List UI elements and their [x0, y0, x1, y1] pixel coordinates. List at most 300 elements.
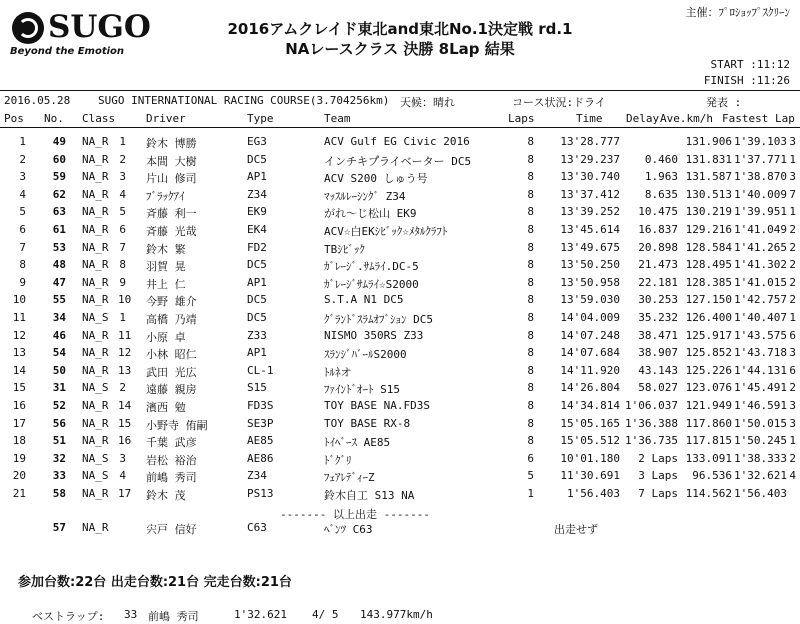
header-driver: Driver: [146, 112, 186, 125]
result-car-type: EK9: [247, 205, 267, 219]
result-laps: 8: [527, 434, 534, 448]
result-fastest-lap-number: 2: [789, 381, 796, 395]
result-row: [0, 328, 800, 345]
result-row: [0, 204, 800, 221]
result-laps: 8: [527, 311, 534, 324]
logo-tagline: Beyond the Emotion: [10, 46, 125, 57]
result-time: 15'05.512: [560, 434, 620, 448]
result-class-position: 2: [119, 152, 126, 166]
result-delay: 30.253: [638, 293, 678, 307]
result-team: TOY BASE RX-8: [324, 416, 411, 430]
result-driver: 濱西 勉: [146, 401, 186, 414]
result-row: [0, 275, 800, 292]
result-average-speed: 131.831: [685, 152, 732, 166]
result-time: 13'59.030: [560, 293, 620, 307]
result-car-type: Z33: [247, 328, 267, 342]
result-car-number: 48: [52, 258, 66, 272]
sugo-logo-mark: [12, 12, 44, 44]
result-position: 9: [19, 275, 26, 289]
result-laps: 8: [527, 416, 534, 430]
result-class: NA_R: [82, 363, 109, 377]
result-team: インチキプ゚ライベーター DC5: [324, 154, 472, 168]
result-class-position: 4: [119, 469, 126, 483]
dns-class: NA_R: [82, 521, 109, 534]
result-fastest-lap: 1'42.757: [734, 293, 787, 307]
result-delay: 3 Laps: [638, 469, 678, 483]
result-class: NA_R: [82, 170, 109, 184]
result-time: 13'45.614: [560, 223, 620, 236]
result-position: 6: [19, 223, 26, 236]
result-time: 14'26.804: [560, 381, 620, 395]
result-average-speed: 117.815: [685, 434, 732, 448]
result-delay: 22.181: [638, 275, 678, 289]
result-class-position: 1: [119, 135, 126, 148]
result-position: 15: [12, 381, 26, 395]
result-average-speed: 96.536: [692, 469, 732, 483]
result-position: 10: [12, 293, 26, 307]
result-fastest-lap: 1'39.103: [734, 135, 787, 148]
result-row: [0, 292, 800, 309]
result-class: NA_R: [82, 328, 109, 342]
result-time: 15'05.165: [560, 416, 620, 430]
result-class: NA_R: [82, 152, 109, 166]
result-team: ﾄｲﾍﾞｰｽ AE85: [324, 436, 391, 450]
result-driver: ﾌﾞﾗｯｸｱｲ: [146, 189, 185, 203]
result-delay: 10.475: [638, 205, 678, 219]
best-lap-label: ベストラップ:: [32, 610, 105, 623]
result-class: NA_R: [82, 293, 109, 307]
result-time: 13'39.252: [560, 205, 620, 219]
result-time: 13'28.777: [560, 135, 620, 148]
result-team: ﾄﾞｸﾞﾘ: [324, 453, 352, 467]
result-class-position: 12: [118, 346, 132, 360]
result-fastest-lap-number: 4: [789, 469, 796, 483]
dns-team: ﾍﾞﾝﾂ C63: [324, 523, 373, 536]
result-class: NA_R: [82, 399, 109, 412]
result-position: 21: [12, 487, 26, 500]
top-rule: [0, 90, 800, 91]
result-car-type: AE86: [247, 451, 274, 465]
result-fastest-lap: 1'40.407: [734, 311, 787, 324]
result-fastest-lap: 1'43.575: [734, 328, 787, 342]
result-fastest-lap: 1'41.049: [734, 223, 787, 236]
result-row: [0, 240, 800, 257]
dns-driver: 宍戸 信好: [146, 523, 197, 536]
header-rule: [0, 127, 800, 128]
result-laps: 6: [527, 451, 534, 465]
result-average-speed: 133.091: [685, 451, 732, 465]
result-position: 17: [12, 416, 26, 430]
result-fastest-lap: 1'40.009: [734, 187, 787, 201]
result-time: 14'07.684: [560, 346, 620, 360]
result-fastest-lap: 1'32.621: [734, 469, 787, 483]
result-class: NA_S: [82, 311, 109, 324]
result-driver: 片山 修司: [146, 172, 197, 186]
result-delay: 20.898: [638, 240, 678, 254]
result-fastest-lap: 1'46.591: [734, 399, 787, 412]
entry-summary: 参加台数:22台 出走台数:21台 完走台数:21台: [18, 575, 292, 590]
result-class-position: 3: [119, 451, 126, 465]
result-fastest-lap-number: 1: [789, 205, 796, 219]
result-average-speed: 125.917: [685, 328, 732, 342]
result-car-type: AE85: [247, 434, 274, 448]
result-average-speed: 123.076: [685, 381, 732, 395]
result-car-type: DC5: [247, 258, 267, 272]
result-laps: 8: [527, 293, 534, 307]
result-car-type: FD3S: [247, 399, 274, 412]
header-fastest: Fastest Lap: [722, 112, 795, 125]
result-car-number: 59: [52, 170, 66, 184]
result-position: 3: [19, 170, 26, 184]
result-average-speed: 128.495: [685, 258, 732, 272]
event-title: 2016アムクレイド東北and東北No.1決定戦 rd.1: [227, 20, 573, 38]
result-fastest-lap: 1'43.718: [734, 346, 787, 360]
result-laps: 8: [527, 258, 534, 272]
result-average-speed: 117.860: [685, 416, 732, 430]
header-pos: Pos: [4, 112, 24, 125]
result-car-type: DC5: [247, 293, 267, 307]
result-row: [0, 345, 800, 362]
result-class-position: 16: [118, 434, 132, 448]
result-delay: 2 Laps: [638, 451, 678, 465]
result-class-position: 14: [118, 399, 132, 412]
result-driver: 鈴木 博勝: [146, 137, 197, 150]
result-class-position: 15: [118, 416, 132, 430]
result-laps: 8: [527, 363, 534, 377]
result-driver: 斉藤 光哉: [146, 225, 197, 238]
result-laps: 8: [527, 399, 534, 412]
result-car-number: 60: [52, 152, 66, 166]
header-no: No.: [44, 112, 64, 125]
result-class: NA_R: [82, 346, 109, 360]
result-position: 19: [12, 451, 26, 465]
result-laps: 8: [527, 223, 534, 236]
dns-car-number: 57: [52, 521, 66, 534]
result-car-type: AP1: [247, 170, 267, 184]
result-fastest-lap-number: 1: [789, 434, 796, 448]
started-separator: ------- 以上出走 -------: [280, 508, 430, 521]
dns-status: 出走せず: [554, 523, 598, 536]
race-title: NAレースクラス 決勝 8Lap 結果: [285, 40, 515, 58]
result-position: 14: [12, 363, 26, 377]
start-time: START :11:12: [710, 58, 790, 71]
result-team: 鈴木自工 S13 NA: [324, 489, 415, 502]
result-class: NA_R: [82, 187, 109, 201]
result-position: 4: [19, 187, 26, 201]
result-row: [0, 187, 800, 204]
result-car-type: Z34: [247, 469, 267, 483]
result-car-type: CL-1: [247, 363, 274, 377]
result-driver: 岩松 裕治: [146, 453, 197, 467]
result-delay: 0.460: [644, 152, 678, 166]
result-position: 8: [19, 258, 26, 272]
result-time: 13'49.675: [560, 240, 620, 254]
result-class-position: 10: [118, 293, 132, 307]
result-time: 11'30.691: [560, 469, 620, 483]
result-class-position: 11: [118, 328, 132, 342]
result-team: ｽﾗﾝｼﾞﾊﾞｰﾙS2000: [324, 348, 407, 362]
best-lap-speed: 143.977km/h: [360, 608, 433, 621]
result-car-type: AP1: [247, 346, 267, 360]
result-fastest-lap: 1'56.403: [734, 487, 787, 500]
result-row: [0, 310, 800, 327]
result-class: NA_R: [82, 223, 109, 236]
result-laps: 8: [527, 170, 534, 184]
result-delay: 8.635: [644, 187, 678, 201]
result-car-number: 63: [52, 205, 66, 219]
result-position: 16: [12, 399, 26, 412]
result-class-position: 5: [119, 205, 126, 219]
result-class: NA_R: [82, 275, 109, 289]
result-team: TBｼﾋﾞｯｸ: [324, 242, 365, 256]
result-delay: 7 Laps: [638, 487, 678, 500]
result-fastest-lap-number: 3: [789, 346, 796, 360]
result-class: NA_R: [82, 205, 109, 219]
result-position: 20: [12, 469, 26, 483]
result-row: [0, 222, 800, 239]
result-laps: 8: [527, 275, 534, 289]
result-car-number: 58: [52, 487, 66, 500]
result-class-position: 13: [118, 363, 132, 377]
result-time: 13'30.740: [560, 170, 620, 184]
result-laps: 8: [527, 381, 534, 395]
result-class: NA_R: [82, 487, 109, 500]
result-time: 13'29.237: [560, 152, 620, 166]
result-class: NA_R: [82, 135, 109, 148]
result-position: 12: [12, 328, 26, 342]
result-time: 1'56.403: [567, 487, 620, 500]
header-class: Class: [82, 112, 116, 125]
result-team: ｶﾞﾚｰｼﾞ.ｻﾑﾗｲ.DC-5: [324, 260, 419, 274]
result-fastest-lap-number: 2: [789, 223, 796, 236]
result-time: 14'07.248: [560, 328, 620, 342]
result-time: 10'01.180: [560, 451, 620, 465]
result-delay: 21.473: [638, 258, 678, 272]
result-fastest-lap-number: 7: [789, 187, 796, 201]
result-average-speed: 125.852: [685, 346, 732, 360]
result-car-number: 56: [52, 416, 66, 430]
result-car-number: 47: [52, 275, 66, 289]
result-car-number: 61: [52, 223, 66, 236]
result-time: 13'50.958: [560, 275, 620, 289]
result-laps: 5: [527, 469, 534, 483]
result-fastest-lap-number: 3: [789, 170, 796, 184]
result-fastest-lap: 1'44.131: [734, 363, 787, 377]
result-fastest-lap: 1'41.015: [734, 275, 787, 289]
sugo-logo-text: SUGO: [48, 9, 151, 45]
dns-type: C63: [247, 521, 267, 534]
result-class: NA_R: [82, 416, 109, 430]
result-position: 2: [19, 152, 26, 166]
result-laps: 8: [527, 328, 534, 342]
result-driver: 今野 雄介: [146, 295, 197, 309]
result-time: 14'11.920: [560, 363, 620, 377]
result-driver: 小原 卓: [146, 330, 186, 344]
result-average-speed: 130.219: [685, 205, 732, 219]
result-fastest-lap-number: 2: [789, 451, 796, 465]
result-laps: 1: [527, 487, 534, 500]
result-delay: 38.471: [638, 328, 678, 342]
result-team: ﾄﾙﾈオ: [324, 365, 352, 379]
result-car-type: SE3P: [247, 416, 274, 430]
result-car-type: Z34: [247, 187, 267, 201]
result-row: [0, 416, 800, 433]
course-name: SUGO INTERNATIONAL RACING COURSE(3.704256km): [98, 94, 390, 107]
result-row: [0, 257, 800, 274]
result-team: がれ～じ松山 EK9: [324, 207, 417, 221]
best-lap-car-number: 33: [124, 608, 138, 621]
weather: 天候：晴れ: [400, 96, 455, 109]
track-condition: コース状況:ドライ: [512, 96, 606, 109]
result-class: NA_R: [82, 258, 109, 272]
result-car-type: FD2: [247, 240, 267, 254]
result-car-type: S15: [247, 381, 267, 395]
result-car-number: 62: [52, 187, 66, 201]
result-time: 13'50.250: [560, 258, 620, 272]
announcement: 発表 :: [706, 96, 742, 109]
result-driver: 千葉 武彦: [146, 436, 197, 450]
result-row: [0, 363, 800, 380]
result-row: [0, 169, 800, 186]
result-fastest-lap: 1'45.491: [734, 381, 787, 395]
result-average-speed: 128.385: [685, 275, 732, 289]
result-delay: 58.027: [638, 381, 678, 395]
result-team: ACV Gulf EG Civic 2016: [324, 135, 470, 148]
result-fastest-lap-number: 2: [789, 293, 796, 307]
result-fastest-lap-number: 3: [789, 416, 796, 430]
best-lap-lap: 4/ 5: [312, 608, 339, 621]
result-fastest-lap-number: 6: [789, 363, 796, 377]
result-position: 18: [12, 434, 26, 448]
result-car-number: 54: [52, 346, 66, 360]
result-laps: 8: [527, 135, 534, 148]
result-delay: 1'36.388: [625, 416, 678, 430]
result-car-type: EK4: [247, 223, 267, 236]
result-position: 5: [19, 205, 26, 219]
result-time: 14'04.009: [560, 311, 620, 324]
result-row: [0, 486, 800, 503]
result-fastest-lap-number: 3: [789, 135, 796, 148]
result-class-position: 8: [119, 258, 126, 272]
header-type: Type: [247, 112, 274, 125]
result-class-position: 6: [119, 223, 126, 236]
result-laps: 8: [527, 240, 534, 254]
result-car-number: 31: [52, 381, 66, 395]
result-class: NA_S: [82, 469, 109, 483]
result-fastest-lap-number: 2: [789, 240, 796, 254]
result-car-type: EG3: [247, 135, 267, 148]
result-car-number: 55: [52, 293, 66, 307]
result-driver: 羽賀 晃: [146, 260, 186, 274]
result-position: 13: [12, 346, 26, 360]
result-driver: 井上 仁: [146, 277, 186, 291]
result-fastest-lap: 1'41.302: [734, 258, 787, 272]
result-fastest-lap: 1'38.870: [734, 170, 787, 184]
result-average-speed: 125.226: [685, 363, 732, 377]
result-class-position: 4: [119, 187, 126, 201]
result-fastest-lap: 1'50.245: [734, 434, 787, 448]
result-delay: 16.837: [638, 223, 678, 236]
result-team: ACV S200 しゅう号: [324, 172, 428, 186]
result-position: 1: [19, 135, 26, 148]
result-delay: 1.963: [644, 170, 678, 184]
result-time: 13'37.412: [560, 187, 620, 201]
result-row: [0, 398, 800, 415]
result-driver: 斉藤 利一: [146, 207, 197, 221]
result-fastest-lap-number: 2: [789, 258, 796, 272]
result-car-type: AP1: [247, 275, 267, 289]
result-driver: 高橋 乃靖: [146, 313, 197, 326]
result-fastest-lap: 1'39.951: [734, 205, 787, 219]
result-car-type: DC5: [247, 311, 267, 324]
dns-row: [0, 520, 800, 537]
result-team: ﾏｯｽﾙﾚｰｼﾝｸﾞ Z34: [324, 189, 406, 203]
result-driver: 鈴木 茂: [146, 489, 186, 502]
result-row: [0, 433, 800, 450]
result-fastest-lap: 1'37.771: [734, 152, 787, 166]
result-car-number: 32: [52, 451, 66, 465]
result-laps: 8: [527, 205, 534, 219]
result-class: NA_S: [82, 381, 109, 395]
result-car-number: 33: [52, 469, 66, 483]
result-driver: 前嶋 秀司: [146, 471, 197, 485]
result-average-speed: 121.949: [685, 399, 732, 412]
result-row: [0, 134, 800, 151]
result-average-speed: 131.906: [685, 135, 732, 148]
result-class-position: 9: [119, 275, 126, 289]
result-team: TOY BASE NA.FD3S: [324, 399, 430, 412]
result-row: [0, 451, 800, 468]
result-average-speed: 129.216: [685, 223, 732, 236]
finish-time: FINISH :11:26: [703, 74, 790, 87]
result-row: [0, 152, 800, 169]
organizer: 主催：ﾌﾟﾛｼｮｯﾌﾟｽｸﾘｰﾝ: [685, 6, 790, 19]
result-car-number: 46: [52, 328, 66, 342]
header-team: Team: [324, 112, 351, 125]
best-lap-time: 1'32.621: [234, 608, 287, 621]
result-team: S.T.A N1 DC5: [324, 293, 404, 307]
result-average-speed: 114.562: [685, 487, 732, 500]
result-fastest-lap-number: 3: [789, 399, 796, 412]
result-fastest-lap-number: 1: [789, 152, 796, 166]
result-laps: 8: [527, 187, 534, 201]
result-delay: 1'06.037: [625, 399, 678, 412]
best-lap-driver: 前嶋 秀司: [148, 610, 199, 623]
result-team: ﾌｪｱﾚﾃﾞｨｰZ: [324, 471, 375, 485]
result-car-number: 52: [52, 399, 66, 412]
header-ave: Ave.km/h: [660, 112, 713, 125]
result-delay: 35.232: [638, 311, 678, 324]
result-team: ACV☆白EKｼﾋﾞｯｸ☆ﾒﾀﾙｸﾗﾌﾄ: [324, 225, 448, 238]
result-laps: 8: [527, 346, 534, 360]
header-delay: Delay: [626, 112, 660, 125]
result-driver: 小林 昭仁: [146, 348, 197, 362]
result-car-type: PS13: [247, 487, 274, 500]
header-laps: Laps: [508, 112, 535, 125]
race-date: 2016.05.28: [4, 94, 71, 107]
result-average-speed: 126.400: [685, 311, 732, 324]
result-time: 14'34.814: [560, 399, 620, 412]
result-team: ｸﾞﾗﾝﾄﾞｽﾗﾑｵﾌﾞｼｮﾝ DC5: [324, 313, 433, 326]
result-car-number: 51: [52, 434, 66, 448]
header-time: Time: [576, 112, 603, 125]
result-fastest-lap-number: 1: [789, 311, 796, 324]
result-car-number: 49: [52, 135, 66, 148]
result-class-position: 2: [119, 381, 126, 395]
result-car-number: 34: [52, 311, 66, 324]
result-delay: 1'36.735: [625, 434, 678, 448]
result-average-speed: 130.513: [685, 187, 732, 201]
